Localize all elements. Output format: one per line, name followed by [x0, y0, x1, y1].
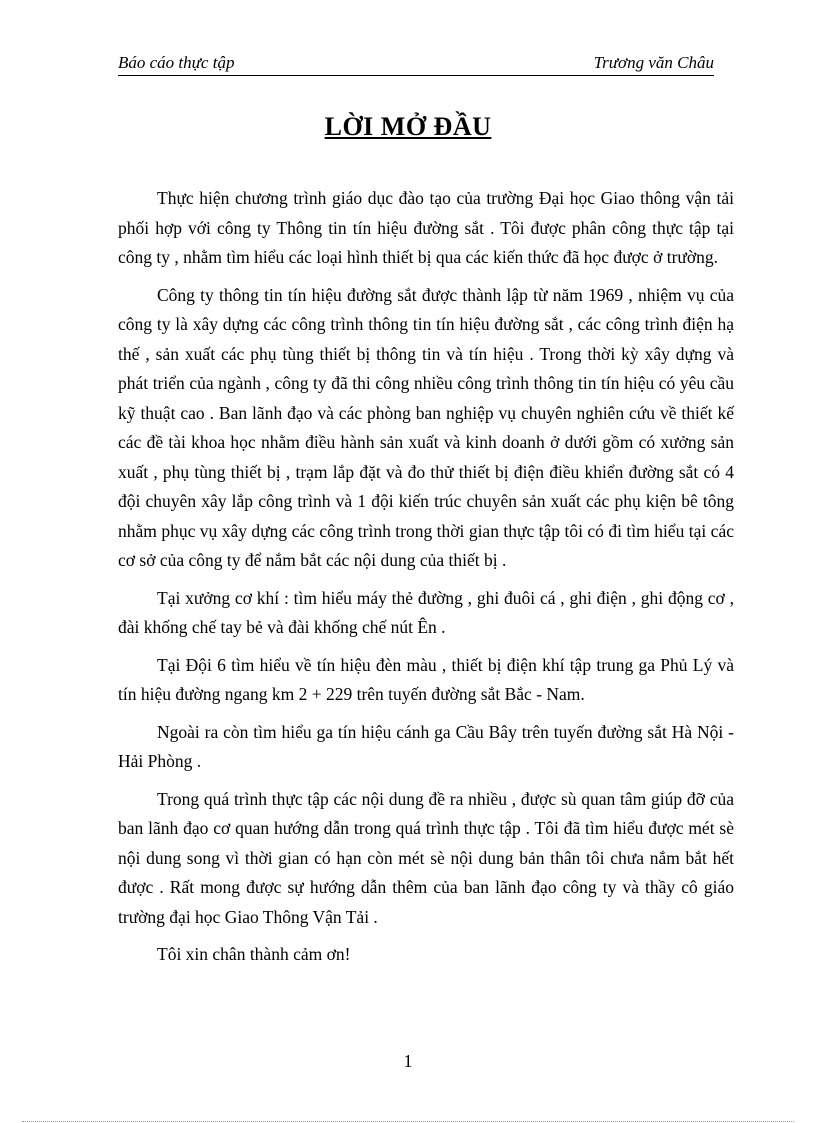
page-header [118, 53, 714, 76]
page-bottom-divider [22, 1121, 794, 1122]
paragraph: Công ty thông tin tín hiệu đường sắt được thành lập từ năm 1969 , nhiệm vụ của công ty là xây dựng các công trình thông tin tín hiệu đường sắt , các công trình điện hạ thế , sản xuất các phụ tùng thiết bị thông tin và tín hiệu . Trong thời kỳ xây dựng và phát triển của ngành , công ty đã thi công nhiều công trình thông tin tín hiệu có yêu cầu kỹ thuật cao . Ban lãnh đạo và các phòng ban nghiệp vụ chuyên nghiên cứu về thiết kế các đề tài khoa học nhằm điều hành sản xuất và kinh doanh ở dưới gồm có xưởng sản xuất , phụ tùng thiết bị , trạm lắp đặt và đo thử thiết bị điện điều khiển đường sắt có 4 đội chuyên xây lắp công trình và 1 đội kiến trúc chuyên sản xuất các phụ kiện bê tông nhằm phục vụ xây dựng các công trình trong thời gian thực tập tôi có đi tìm hiểu tại các cơ sở của công ty để nắm bắt các nội dung của thiết bị . [118, 284, 734, 570]
page-title: LỜI MỞ ĐẦU [324, 112, 492, 141]
paragraph: Tại Đội 6 tìm hiểu về tín hiệu đèn màu , thiết bị điện khí tập trung ga Phủ Lý và tín hiệu đường ngang km 2 + 229 trên tuyến đường sắt Bắc - Nam. [118, 654, 734, 704]
header-report-label: Báo cáo thực tập [118, 53, 235, 72]
paragraph: Tôi xin chân thành cảm ơn! [157, 944, 351, 964]
paragraph: Ngoài ra còn tìm hiểu ga tín hiệu cánh ga Cầu Bây trên tuyến đường sắt Hà Nội - Hải Phòng . [118, 721, 734, 771]
document-body [118, 184, 734, 978]
header-author-name: Trương văn Châu [593, 53, 714, 72]
paragraph: Trong quá trình thực tập các nội dung đề ra nhiều , được sù quan tâm giúp đỡ của ban lãnh đạo cơ quan hướng dẫn trong quá trình thực tập . Tôi đã tìm hiểu được mét sè nội dung song vì thời gian có hạn còn mét sè nội dung bản thân tôi chưa nắm bắt hết được . Rất mong được sự hướng dẫn thêm của ban lãnh đạo công ty và thầy cô giáo trường đại học Giao Thông Vận Tải . [118, 788, 734, 927]
page-number: 1 [403, 1051, 413, 1071]
paragraph: Thực hiện chương trình giáo dục đào tạo của trường Đại học Giao thông vận tải phối hợp với công ty Thông tin tín hiệu đường sắt . Tôi được phân công thực tập tại công ty , nhằm tìm hiểu các loại hình thiết bị qua các kiến thức đã học được ở trường. [118, 188, 734, 267]
paragraph: Tại xưởng cơ khí : tìm hiểu máy thẻ đường , ghi đuôi cá , ghi điện , ghi động cơ , đài khống chế tay bẻ và đài khống chế nút Ên . [118, 587, 734, 637]
